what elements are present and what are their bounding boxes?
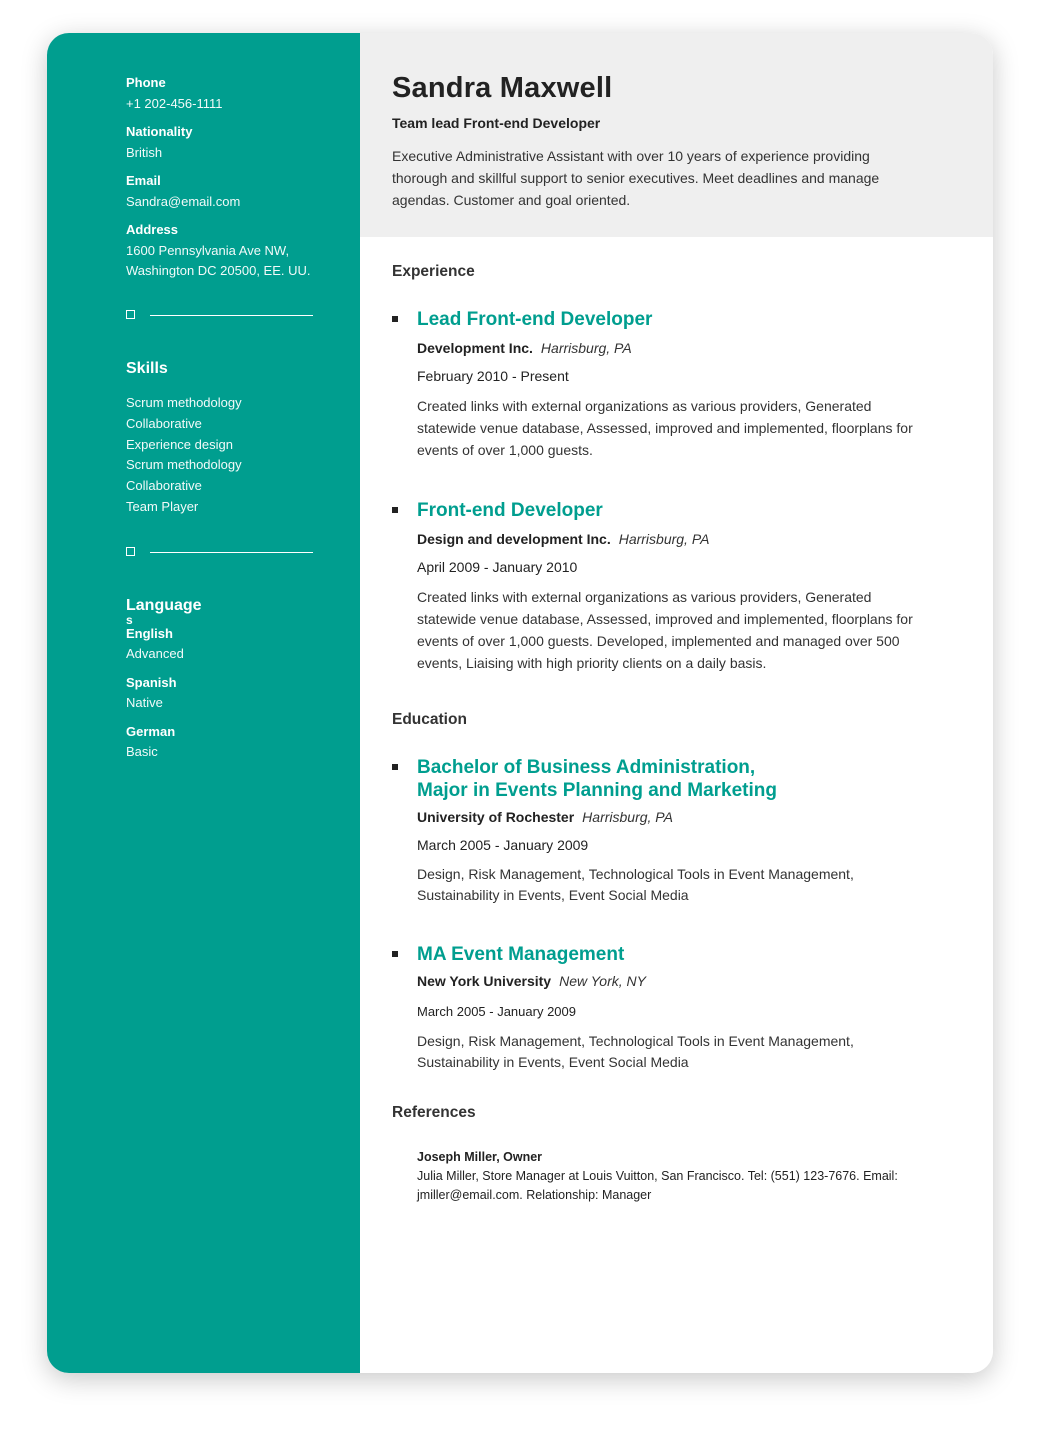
entry-org-line (417, 530, 922, 548)
language-name: English (126, 625, 173, 641)
skill-item: Collaborative (126, 415, 202, 431)
main-content (360, 33, 993, 1373)
contact-label-email: Email (126, 173, 161, 188)
education-heading: Education (392, 711, 467, 728)
entry-org: Development Inc. (417, 340, 533, 356)
contact-label-phone: Phone (126, 75, 166, 90)
entry-org: University of Rochester (417, 809, 575, 825)
skills-heading: Skills (126, 360, 168, 377)
entry-dates: February 2010 - Present (417, 368, 569, 384)
job-title: Team lead Front-end Developer (392, 115, 601, 131)
languages-heading-wrap: s (126, 612, 133, 627)
contact-value-nationality: British (126, 145, 163, 160)
entry-dates: March 2005 - January 2009 (417, 837, 589, 853)
experience-heading: Experience (392, 263, 475, 280)
references-heading: References (392, 1104, 476, 1121)
bullet-icon (392, 951, 398, 957)
entry-location: Harrisburg, PA (582, 809, 673, 825)
reference-description: Julia Miller, Store Manager at Louis Vuitton, San Francisco. Tel: (551) 123-7676. Email: jmiller@email.com. Relationship: Manager (417, 1169, 898, 1202)
languages-heading: Language (126, 596, 202, 614)
contact-value-email: Sandra@email.com (126, 194, 241, 209)
entry-description: Design, Risk Management, Technological Tools in Event Management, Sustainability in Events, Event Social Media (417, 1033, 854, 1070)
bullet-icon (392, 764, 398, 770)
entry-title-line: Major in Events Planning and Marketing (417, 780, 777, 801)
entry-org-line (417, 972, 922, 990)
education-entry (392, 756, 922, 906)
skill-item: Team Player (126, 498, 199, 514)
sidebar-divider (126, 307, 314, 323)
experience-entry (392, 308, 922, 461)
contact-label-nationality: Nationality (126, 124, 193, 139)
entry-title-line: Bachelor of Business Administration, (417, 757, 756, 778)
divider-line (150, 315, 313, 316)
skill-item: Scrum methodology (126, 457, 242, 473)
contact-value-phone: +1 202-456-1111 (126, 96, 223, 111)
entry-title: Front-end Developer (417, 500, 603, 521)
contact-value-address: 1600 Pennsylvania Ave NW, Washington DC 20500, EE. UU. (126, 243, 311, 278)
reference-name: Joseph Miller, Owner (417, 1150, 543, 1164)
divider-line (150, 552, 313, 553)
entry-location: Harrisburg, PA (618, 531, 710, 547)
entry-org-line (417, 808, 922, 826)
resume-card (47, 33, 993, 1373)
person-name: Sandra Maxwell (392, 72, 613, 104)
entry-org: New York University (417, 973, 552, 989)
summary-text: Executive Administrative Assistant with over 10 years of experience providing thorough and skillful support to senior executives. Meet deadlines and manage agendas. Customer and goal oriented. (392, 148, 880, 208)
square-icon (126, 310, 135, 319)
sidebar (47, 33, 360, 1373)
bullet-icon (392, 316, 398, 322)
entry-org-line (417, 339, 922, 357)
language-level: Basic (126, 743, 158, 759)
entry-title: Lead Front-end Developer (417, 309, 653, 330)
contact-section (126, 75, 360, 281)
reference-entry (392, 1148, 922, 1205)
skill-item: Scrum methodology (126, 395, 242, 410)
resume-header (360, 33, 993, 237)
entry-dates: March 2005 - January 2009 (417, 1004, 576, 1019)
language-level: Advanced (126, 645, 184, 661)
entry-title: MA Event Management (417, 944, 625, 965)
education-entry (392, 943, 922, 1073)
skills-section (126, 359, 360, 518)
entry-dates: April 2009 - January 2010 (417, 559, 578, 575)
skill-item: Experience design (126, 436, 233, 452)
bullet-icon (392, 507, 398, 513)
entry-location: New York, NY (559, 973, 646, 989)
entry-org: Design and development Inc. (417, 531, 611, 547)
language-level: Native (126, 694, 163, 710)
experience-entry (392, 499, 922, 674)
square-icon (126, 547, 135, 556)
entry-description: Design, Risk Management, Technological Tools in Event Management, Sustainability in Events, Event Social Media (417, 866, 854, 903)
language-name: Spanish (126, 674, 177, 690)
entry-description: Created links with external organizations as various providers, Generated statewide venue database, Assessed, improved and implemented, floorplans for events of over 1,000 guests. Developed, implemented and managed over 500 events, Liaising with high priority clients on a daily basis. (417, 589, 913, 671)
entry-description: Created links with external organizations as various providers, Generated statewide venue database, Assessed, improved and implemented, floorplans for events of over 1,000 guests. (417, 398, 913, 458)
language-name: German (126, 723, 176, 739)
skill-item: Collaborative (126, 478, 202, 494)
sidebar-divider (126, 544, 314, 560)
resume-body (360, 262, 993, 1205)
languages-section (126, 596, 360, 761)
entry-location: Harrisburg, PA (540, 340, 632, 356)
contact-label-address: Address (126, 222, 179, 237)
